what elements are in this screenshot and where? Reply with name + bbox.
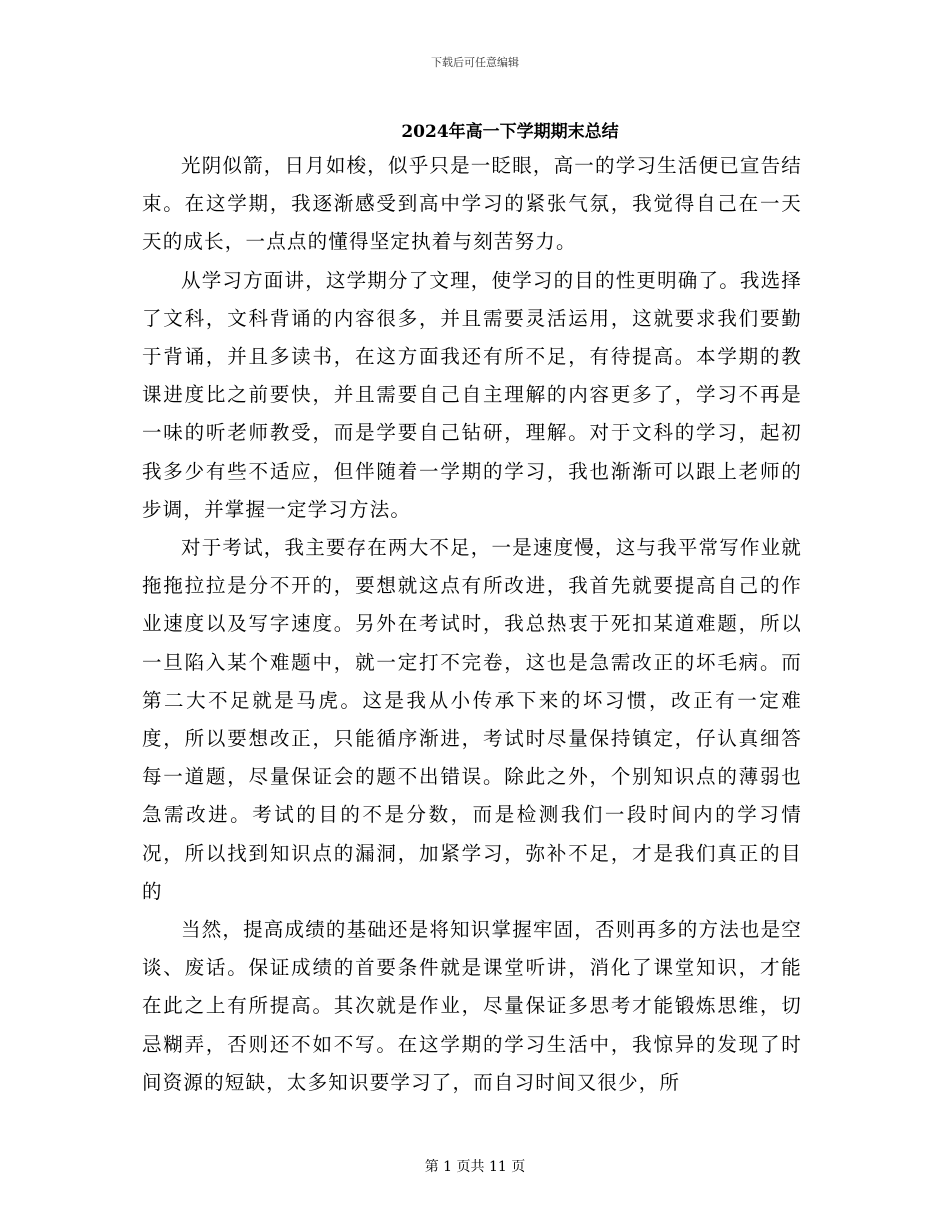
paragraph: 对于考试，我主要存在两大不足，一是速度慢，这与我平常写作业就拖拖拉拉是分不开的，要想就这点有所改进，我首先就要提高自己的作业速度以及写字速度。另外在考试时，我总热衷于死扣某道难题，所以一旦陷入某个难题中，就一定打不完卷，这也是急需改正的坏毛病。而第二大不足就是马虎。这是我从小传承下来的坏习惯，改正有一定难度，所以要想改正，只能循序渐进，考试时尽量保持镇定，仔认真细答每一道题，尽量保证会的题不出错误。除此之外，个别知识点的薄弱也急需改进。考试的目的不是分数，而是检测我们一段时间内的学习情况，所以找到知识点的漏洞，加紧学习，弥补不足，才是我们真正的目的 xyxy=(142,536,803,903)
paragraph: 光阴似箭，日月如梭，似乎只是一眨眼，高一的学习生活便已宣告结束。在这学期，我逐渐感受到高中学习的紧张气氛，我觉得自己在一天天的成长，一点点的懂得坚定执着与刻苦努力。 xyxy=(142,154,803,254)
paragraph: 当然，提高成绩的基础还是将知识掌握牢固，否则再多的方法也是空谈、废话。保证成绩的首要条件就是课堂听讲，消化了课堂知识，才能在此之上有所提高。其次就是作业，尽量保证多思考才能锻炼思维，切忌糊弄，否则还不如不写。在这学期的学习生活中，我惊异的发现了时间资源的短缺，太多知识要学习了，而自习时间又很少，所 xyxy=(142,918,803,1094)
header-note: 下载后可任意编辑 xyxy=(431,56,519,69)
paragraph: 从学习方面讲，这学期分了文理，使学习的目的性更明确了。我选择了文科，文科背诵的内容很多，并且需要灵活运用，这就要求我们要勤于背诵，并且多读书，在这方面我还有所不足，有待提高。本学期的教课进度比之前要快，并且需要自己自主理解的内容更多了，学习不再是一味的听老师教受，而是学要自己钻研，理解。对于文科的学习，起初我多少有些不适应，但伴随着一学期的学习，我也渐渐可以跟上老师的步调，并掌握一定学习方法。 xyxy=(142,268,803,521)
document-body xyxy=(142,147,802,1102)
document-title: 2024年高一下学期期末总结 xyxy=(401,122,619,142)
page-footer: 第 1 页共 11 页 xyxy=(424,1159,526,1175)
